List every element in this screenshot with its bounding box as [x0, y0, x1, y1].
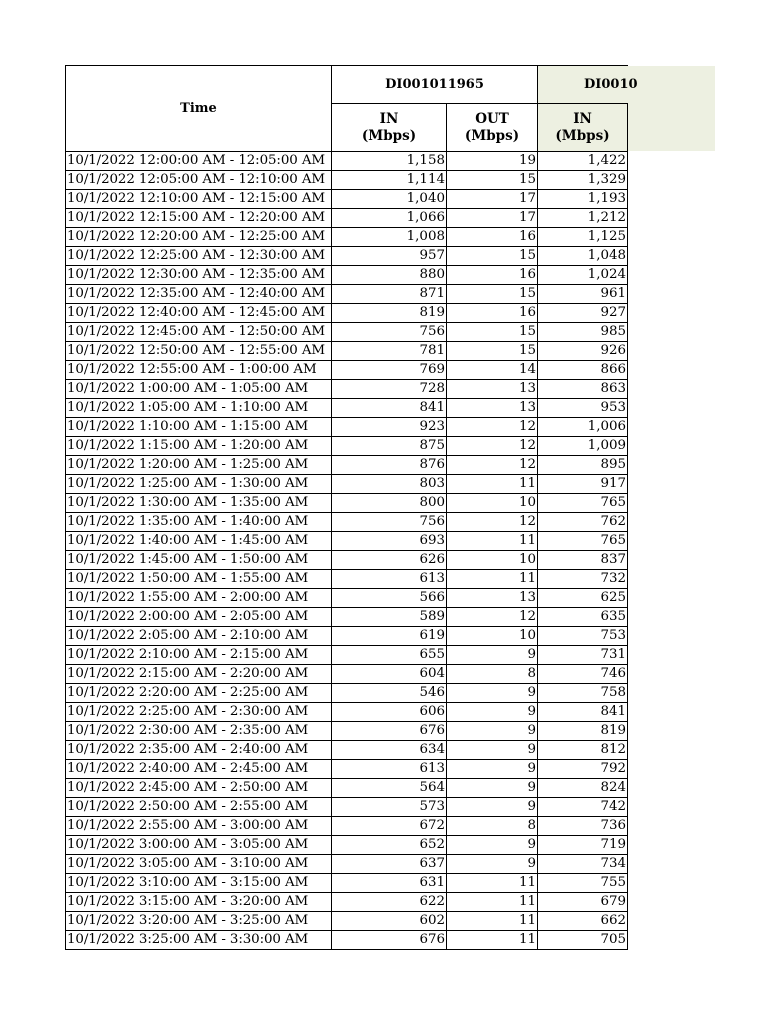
time-cell[interactable]: 10/1/2022 12:40:00 AM - 12:45:00 AM [66, 304, 332, 323]
device-2-in-cell[interactable]: 762 [538, 513, 628, 532]
time-cell[interactable]: 10/1/2022 2:05:00 AM - 2:10:00 AM [66, 627, 332, 646]
device-2-in-cell[interactable]: 662 [538, 912, 628, 931]
device-2-in-cell[interactable]: 635 [538, 608, 628, 627]
device-2-in-cell[interactable]: 705 [538, 931, 628, 950]
table-row [66, 304, 628, 323]
table-row [66, 798, 628, 817]
device-2-in-cell[interactable]: 746 [538, 665, 628, 684]
device-1-out-cell[interactable]: 9 [447, 703, 538, 722]
device-2-in-cell[interactable]: 927 [538, 304, 628, 323]
device-1-in-cell[interactable]: 634 [332, 741, 447, 760]
device-1-in-cell[interactable]: 1,008 [332, 228, 447, 247]
device-1-out-cell[interactable]: 10 [447, 627, 538, 646]
table-row [66, 703, 628, 722]
device-1-in-cell[interactable]: 756 [332, 513, 447, 532]
device-1-in-cell[interactable]: 655 [332, 646, 447, 665]
device-1-out-cell[interactable]: 17 [447, 209, 538, 228]
device-1-in-cell[interactable]: 841 [332, 399, 447, 418]
device-2-in-cell[interactable]: 895 [538, 456, 628, 475]
table-row [66, 665, 628, 684]
device-2-in-cell[interactable]: 1,024 [538, 266, 628, 285]
time-cell[interactable]: 10/1/2022 1:25:00 AM - 1:30:00 AM [66, 475, 332, 494]
device-1-out-cell[interactable]: 12 [447, 456, 538, 475]
table-row [66, 418, 628, 437]
device-1-out-cell[interactable]: 15 [447, 342, 538, 361]
time-cell[interactable]: 10/1/2022 2:30:00 AM - 2:35:00 AM [66, 722, 332, 741]
time-cell[interactable]: 10/1/2022 2:10:00 AM - 2:15:00 AM [66, 646, 332, 665]
device-1-in-cell[interactable]: 613 [332, 760, 447, 779]
in-label: IN [379, 110, 399, 127]
table-row [66, 437, 628, 456]
table-row [66, 608, 628, 627]
device-1-out-cell[interactable]: 12 [447, 418, 538, 437]
table-row [66, 722, 628, 741]
device-2-in-cell[interactable]: 917 [538, 475, 628, 494]
table-row [66, 152, 628, 171]
time-cell[interactable]: 10/1/2022 2:15:00 AM - 2:20:00 AM [66, 665, 332, 684]
time-cell[interactable]: 10/1/2022 12:00:00 AM - 12:05:00 AM [66, 152, 332, 171]
table-row [66, 912, 628, 931]
out-label: OUT [475, 110, 509, 127]
device-2-in-cell[interactable]: 1,329 [538, 171, 628, 190]
table-row [66, 209, 628, 228]
device-1-in-cell[interactable]: 803 [332, 475, 447, 494]
device-1-in-cell[interactable]: 573 [332, 798, 447, 817]
device-1-out-cell[interactable]: 9 [447, 836, 538, 855]
device-1-out-cell[interactable]: 16 [447, 228, 538, 247]
device-2-in-cell[interactable]: 863 [538, 380, 628, 399]
device-1-out-cell[interactable]: 9 [447, 741, 538, 760]
table-row [66, 228, 628, 247]
device-1-in-cell[interactable]: 613 [332, 570, 447, 589]
time-cell[interactable]: 10/1/2022 12:55:00 AM - 1:00:00 AM [66, 361, 332, 380]
time-cell[interactable]: 10/1/2022 1:35:00 AM - 1:40:00 AM [66, 513, 332, 532]
device-1-out-cell[interactable]: 11 [447, 931, 538, 950]
table-row [66, 551, 628, 570]
device-2-in-cell[interactable]: 753 [538, 627, 628, 646]
time-cell[interactable]: 10/1/2022 12:45:00 AM - 12:50:00 AM [66, 323, 332, 342]
device-2-in-cell[interactable]: 758 [538, 684, 628, 703]
device-2-in-cell[interactable]: 1,006 [538, 418, 628, 437]
time-cell[interactable]: 10/1/2022 1:05:00 AM - 1:10:00 AM [66, 399, 332, 418]
time-cell[interactable]: 10/1/2022 1:15:00 AM - 1:20:00 AM [66, 437, 332, 456]
device-2-in-cell[interactable]: 734 [538, 855, 628, 874]
table-row [66, 646, 628, 665]
device-1-in-cell[interactable]: 637 [332, 855, 447, 874]
table-row [66, 684, 628, 703]
device-1-in-cell[interactable]: 589 [332, 608, 447, 627]
device-1-out-cell[interactable]: 9 [447, 760, 538, 779]
table-row [66, 589, 628, 608]
time-cell[interactable]: 10/1/2022 2:40:00 AM - 2:45:00 AM [66, 760, 332, 779]
device-1-out-cell[interactable]: 19 [447, 152, 538, 171]
device-1-out-cell[interactable]: 11 [447, 912, 538, 931]
device-2-in-cell[interactable]: 742 [538, 798, 628, 817]
device-1-out-cell[interactable]: 11 [447, 570, 538, 589]
table-row [66, 285, 628, 304]
time-cell[interactable]: 10/1/2022 3:20:00 AM - 3:25:00 AM [66, 912, 332, 931]
device-1-out-cell[interactable]: 9 [447, 722, 538, 741]
device-2-in-header [538, 104, 628, 152]
device-2-in-cell[interactable]: 837 [538, 551, 628, 570]
device-2-in-cell[interactable]: 792 [538, 760, 628, 779]
device-1-in-cell[interactable]: 756 [332, 323, 447, 342]
time-cell[interactable]: 10/1/2022 12:25:00 AM - 12:30:00 AM [66, 247, 332, 266]
device-1-in-cell[interactable]: 564 [332, 779, 447, 798]
device-1-out-cell[interactable]: 13 [447, 380, 538, 399]
table-row [66, 760, 628, 779]
device-1-in-cell[interactable]: 602 [332, 912, 447, 931]
device-1-header: DI001011965 [332, 66, 538, 104]
time-cell[interactable]: 10/1/2022 12:15:00 AM - 12:20:00 AM [66, 209, 332, 228]
time-cell[interactable]: 10/1/2022 1:10:00 AM - 1:15:00 AM [66, 418, 332, 437]
device-1-out-cell[interactable]: 8 [447, 817, 538, 836]
table-body [66, 152, 628, 950]
device-1-out-cell[interactable]: 8 [447, 665, 538, 684]
device-1-out-cell[interactable]: 9 [447, 684, 538, 703]
device-1-in-cell[interactable]: 923 [332, 418, 447, 437]
device-2-in-cell[interactable]: 961 [538, 285, 628, 304]
time-cell[interactable]: 10/1/2022 1:45:00 AM - 1:50:00 AM [66, 551, 332, 570]
time-cell[interactable]: 10/1/2022 1:30:00 AM - 1:35:00 AM [66, 494, 332, 513]
device-1-out-cell[interactable]: 15 [447, 285, 538, 304]
device-1-out-cell[interactable]: 10 [447, 551, 538, 570]
time-cell[interactable]: 10/1/2022 1:40:00 AM - 1:45:00 AM [66, 532, 332, 551]
device-1-out-cell[interactable]: 12 [447, 437, 538, 456]
time-cell[interactable]: 10/1/2022 12:30:00 AM - 12:35:00 AM [66, 266, 332, 285]
table-row [66, 836, 628, 855]
table-row [66, 855, 628, 874]
device-1-in-cell[interactable]: 876 [332, 456, 447, 475]
device-1-out-cell[interactable]: 15 [447, 171, 538, 190]
time-cell[interactable]: 10/1/2022 12:50:00 AM - 12:55:00 AM [66, 342, 332, 361]
device-1-out-header [447, 104, 538, 152]
unit-label: (Mbps) [555, 127, 610, 144]
device-2-in-cell[interactable]: 1,009 [538, 437, 628, 456]
table-row [66, 266, 628, 285]
device-1-out-cell[interactable]: 11 [447, 874, 538, 893]
device-1-out-cell[interactable]: 16 [447, 304, 538, 323]
device-1-in-cell[interactable]: 880 [332, 266, 447, 285]
time-cell[interactable]: 10/1/2022 1:50:00 AM - 1:55:00 AM [66, 570, 332, 589]
time-cell[interactable]: 10/1/2022 2:45:00 AM - 2:50:00 AM [66, 779, 332, 798]
time-cell[interactable]: 10/1/2022 12:10:00 AM - 12:15:00 AM [66, 190, 332, 209]
device-1-in-cell[interactable]: 800 [332, 494, 447, 513]
device-2-in-cell[interactable]: 1,125 [538, 228, 628, 247]
time-cell[interactable]: 10/1/2022 3:25:00 AM - 3:30:00 AM [66, 931, 332, 950]
device-1-in-cell[interactable]: 728 [332, 380, 447, 399]
bandwidth-table [65, 65, 638, 950]
device-1-out-cell[interactable]: 11 [447, 475, 538, 494]
table-row [66, 399, 628, 418]
device-2-in-cell[interactable]: 1,048 [538, 247, 628, 266]
device-1-in-cell[interactable]: 1,040 [332, 190, 447, 209]
table-row [66, 323, 628, 342]
device-1-in-cell[interactable]: 957 [332, 247, 447, 266]
time-column-header: Time [66, 66, 332, 152]
table-row [66, 893, 628, 912]
header-row-devices [66, 66, 628, 104]
device-2-in-cell[interactable]: 625 [538, 589, 628, 608]
time-cell[interactable]: 10/1/2022 12:05:00 AM - 12:10:00 AM [66, 171, 332, 190]
table-row [66, 171, 628, 190]
table-row [66, 779, 628, 798]
device-1-out-cell[interactable]: 15 [447, 247, 538, 266]
table-row [66, 874, 628, 893]
unit-label: (Mbps) [361, 127, 417, 144]
table-row [66, 741, 628, 760]
device-1-in-cell[interactable]: 652 [332, 836, 447, 855]
device-1-out-cell[interactable]: 13 [447, 399, 538, 418]
device-1-out-cell[interactable]: 13 [447, 589, 538, 608]
device-1-out-cell[interactable]: 16 [447, 266, 538, 285]
device-1-in-cell[interactable]: 631 [332, 874, 447, 893]
device-1-in-cell[interactable]: 619 [332, 627, 447, 646]
device-1-in-cell[interactable]: 693 [332, 532, 447, 551]
device-1-in-cell[interactable]: 1,114 [332, 171, 447, 190]
device-2-header: DI0010 [538, 66, 628, 104]
device-2-in-cell[interactable]: 765 [538, 532, 628, 551]
device-1-in-cell[interactable]: 622 [332, 893, 447, 912]
device-1-in-cell[interactable]: 676 [332, 722, 447, 741]
table-row [66, 361, 628, 380]
device-1-out-cell[interactable]: 11 [447, 893, 538, 912]
device-2-in-cell[interactable]: 719 [538, 836, 628, 855]
time-cell[interactable]: 10/1/2022 2:00:00 AM - 2:05:00 AM [66, 608, 332, 627]
device-1-in-cell[interactable]: 769 [332, 361, 447, 380]
time-cell[interactable]: 10/1/2022 3:05:00 AM - 3:10:00 AM [66, 855, 332, 874]
device-1-in-cell[interactable]: 626 [332, 551, 447, 570]
device-1-out-cell[interactable]: 9 [447, 646, 538, 665]
device-1-in-cell[interactable]: 672 [332, 817, 447, 836]
device-1-in-cell[interactable]: 1,066 [332, 209, 447, 228]
device-2-in-cell[interactable]: 866 [538, 361, 628, 380]
device-1-in-cell[interactable]: 546 [332, 684, 447, 703]
device-2-in-cell[interactable]: 841 [538, 703, 628, 722]
table-row [66, 494, 628, 513]
device-2-in-cell[interactable]: 765 [538, 494, 628, 513]
device-2-in-cell[interactable]: 679 [538, 893, 628, 912]
table-row [66, 342, 628, 361]
device-2-in-cell[interactable]: 824 [538, 779, 628, 798]
table-row [66, 190, 628, 209]
device-1-in-cell[interactable]: 604 [332, 665, 447, 684]
device-1-out-cell[interactable]: 12 [447, 513, 538, 532]
device-2-in-cell[interactable]: 926 [538, 342, 628, 361]
device-1-out-cell[interactable]: 17 [447, 190, 538, 209]
time-cell[interactable]: 10/1/2022 1:00:00 AM - 1:05:00 AM [66, 380, 332, 399]
table-row [66, 931, 628, 950]
time-cell[interactable]: 10/1/2022 3:15:00 AM - 3:20:00 AM [66, 893, 332, 912]
time-cell[interactable]: 10/1/2022 12:20:00 AM - 12:25:00 AM [66, 228, 332, 247]
device-2-in-cell[interactable]: 736 [538, 817, 628, 836]
table-row [66, 456, 628, 475]
time-cell[interactable]: 10/1/2022 12:35:00 AM - 12:40:00 AM [66, 285, 332, 304]
device-2-in-cell[interactable]: 732 [538, 570, 628, 589]
time-cell[interactable]: 10/1/2022 3:00:00 AM - 3:05:00 AM [66, 836, 332, 855]
unit-label: (Mbps) [464, 127, 520, 144]
table-row [66, 532, 628, 551]
device-1-out-cell[interactable]: 9 [447, 779, 538, 798]
device-1-out-cell[interactable]: 9 [447, 855, 538, 874]
device-1-in-cell[interactable]: 875 [332, 437, 447, 456]
device-1-in-cell[interactable]: 1,158 [332, 152, 447, 171]
time-cell[interactable]: 10/1/2022 1:55:00 AM - 2:00:00 AM [66, 589, 332, 608]
device-2-in-cell[interactable]: 819 [538, 722, 628, 741]
device-1-in-header [332, 104, 447, 152]
device-2-in-cell[interactable]: 985 [538, 323, 628, 342]
device-2-in-cell[interactable]: 1,193 [538, 190, 628, 209]
device-1-out-cell[interactable]: 12 [447, 608, 538, 627]
table-row [66, 380, 628, 399]
device-1-out-cell[interactable]: 10 [447, 494, 538, 513]
in-label: IN [573, 110, 592, 127]
table-header [66, 66, 638, 152]
table-row [66, 247, 628, 266]
device-1-out-cell[interactable]: 9 [447, 798, 538, 817]
time-cell[interactable]: 10/1/2022 2:55:00 AM - 3:00:00 AM [66, 817, 332, 836]
time-cell[interactable]: 10/1/2022 2:35:00 AM - 2:40:00 AM [66, 741, 332, 760]
device-2-in-cell[interactable]: 1,422 [538, 152, 628, 171]
time-cell[interactable]: 10/1/2022 1:20:00 AM - 1:25:00 AM [66, 456, 332, 475]
device-2-in-cell[interactable]: 731 [538, 646, 628, 665]
time-cell[interactable]: 10/1/2022 2:50:00 AM - 2:55:00 AM [66, 798, 332, 817]
table-row [66, 475, 628, 494]
table-row [66, 817, 628, 836]
device-1-in-cell[interactable]: 819 [332, 304, 447, 323]
table-row [66, 570, 628, 589]
device-1-in-cell[interactable]: 781 [332, 342, 447, 361]
time-cell[interactable]: 10/1/2022 2:25:00 AM - 2:30:00 AM [66, 703, 332, 722]
device-2-in-cell[interactable]: 953 [538, 399, 628, 418]
device-1-in-cell[interactable]: 566 [332, 589, 447, 608]
table-row [66, 627, 628, 646]
device-1-out-cell[interactable]: 11 [447, 532, 538, 551]
device-1-in-cell[interactable]: 606 [332, 703, 447, 722]
table-row [66, 513, 628, 532]
time-cell[interactable]: 10/1/2022 2:20:00 AM - 2:25:00 AM [66, 684, 332, 703]
device-1-out-cell[interactable]: 15 [447, 323, 538, 342]
device-2-in-cell[interactable]: 755 [538, 874, 628, 893]
time-cell[interactable]: 10/1/2022 3:10:00 AM - 3:15:00 AM [66, 874, 332, 893]
device-2-in-cell[interactable]: 812 [538, 741, 628, 760]
device-1-out-cell[interactable]: 14 [447, 361, 538, 380]
device-1-in-cell[interactable]: 871 [332, 285, 447, 304]
device-1-in-cell[interactable]: 676 [332, 931, 447, 950]
device-2-in-cell[interactable]: 1,212 [538, 209, 628, 228]
